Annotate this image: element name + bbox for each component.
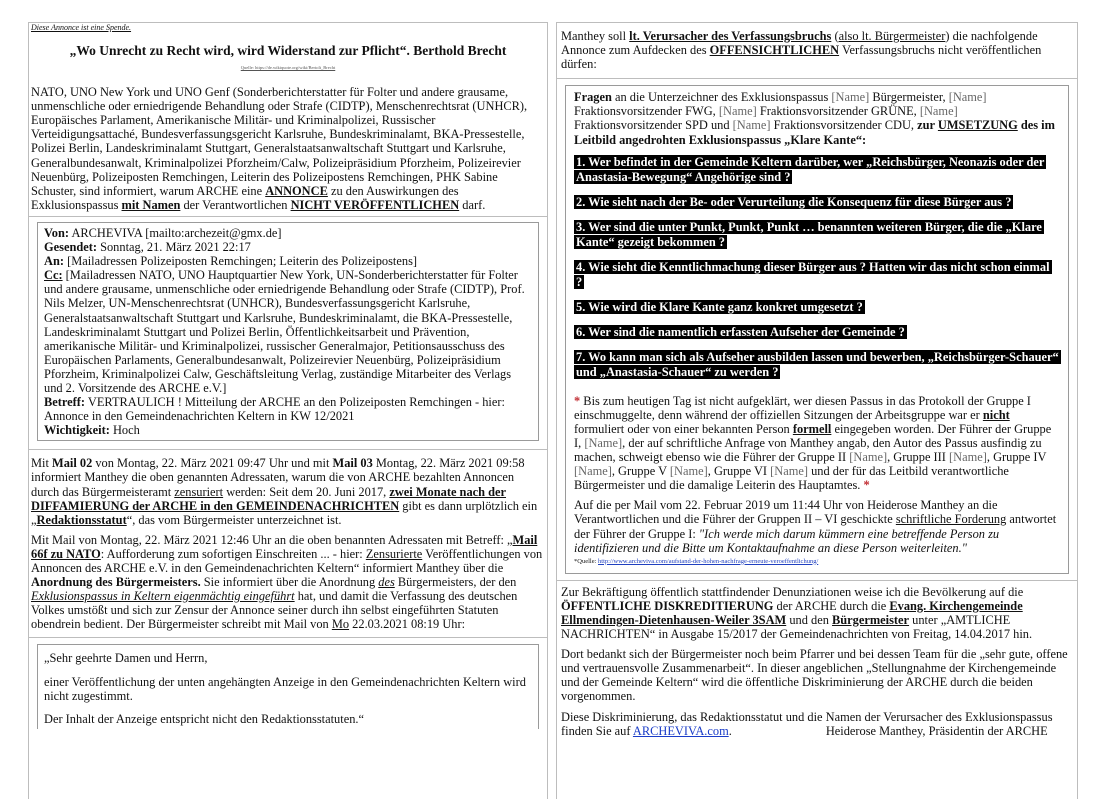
right-column: [556, 22, 1078, 799]
questions-box: [565, 85, 1069, 574]
left-column: [28, 22, 548, 799]
bottom-paragraph-3: Diese Diskriminierung, das Redaktionsstatut und die Namen der Verursacher des Exklusionspassus finden Sie auf ARCHEVIVA.com. Heiderose Manthey, Präsidentin der ARCHE: [561, 709, 1053, 738]
email-header: Von: ARCHEVIVA [mailto:archezeit@gmx.de] Gesendet: Sonntag, 21. März 2021 22:17 An: [Mailadressen Polizeiposten Remchingen; Leiterin des Polizeipostens] Cc: [Mailadressen NATO, UNO Hauptquartier New York, UN-Sonderberichterstatter für Folter und andere grausame, unmenschliche oder erniedrigende Behandlung oder Strafe (CIDTP), Prof. Nils Melzer, UN-Menschenrechtsrat (UNHCR), Bundesverfassungsgericht Karlsruhe, Generalstaatsanwaltschaft Stuttgart und Karlsruhe, Bundeskriminalamt, die BKA-Pressestelle, Landeskriminalamt Stuttgart und Polizei Berlin, Öffentlichkeitsarbeit und Prävention, amerikanische Militär- und Kriminalpolizei, russischer Generalmajor, Petitionsausschuss des Europäischen Parlaments, Generalbundesanwalt, Polizeirevier Neuenbürg, Polizeipräsidium Pforzheim, Kriminalpolizei Calw, Geschäftsleitung Verlag, zuständige Mitarbeiter des Verlags und 2. Vorsitzende des ARCHE e.V.] Betreff: VERTRAULICH ! Mitteilung der ARCHE an den Polizeiposten Remchingen - hier: Annonce in den Gemeindenachrichten Keltern in KW 12/2021 Wichtigkeit: Hoch: [37, 222, 539, 441]
source-line: *Quelle: http://www.archeviva.com/aufstand-der-hohen-nachfrage-erneute-veroeffentlichung/: [574, 557, 819, 565]
question-7: 7. Wo kann man sich als Aufseher ausbilden lassen und bewerben, „Reichsbürger-Schauer“ und „Anastasia-Schauer“ zu werden ?: [576, 349, 1059, 379]
mayor-quote: „Sehr geehrte Damen und Herrn, einer Veröffentlichung der unten angehängten Anzeige in den Gemeindenachrichten Keltern wird nicht zugestimmt. Der Inhalt der Anzeige entspricht nicht den Redaktionsstatuten.“: [37, 644, 539, 728]
mail-66f-paragraph: Mit Mail von Montag, 22. März 2021 12:46 Uhr an die oben benannten Adressaten mit Betreff: „Mail 66f zu NATO: Aufforderung zum sofortigen Einschreiten ... - hier: Zensurierte Veröffentlichungen von Annoncen des ARCHE e.V. in den Gemeindenachrichten Keltern“ informiert Manthey über die Anordnung des Bürgermeisters. Sie informiert über die Anordnung des Bürgermeisters, der den Exklusionspassus in Keltern eigenmächtig eingeführt hat, und damit die Verfassung des deutschen Volkes umstößt und sich zur Zensur der Annonce seiner durch ihn selbst eingeführten Statuten obendrein bedient. Der Bürgermeister schreibt mit Mail von Mo 22.03.2021 08:19 Uhr:: [31, 532, 543, 632]
bottom-paragraph-2: Dort bedankt sich der Bürgermeister noch beim Pfarrer und bei dessen Team für die „sehr gute, offene und vertrauensvolle Zusammenarbeit“. In dieser angeblichen „Stellungnahme der Kirchengemeinde und der Gemeinde Keltern“ wird die öffentliche Diskriminierung der ARCHE durch die beiden vorgenommen.: [561, 647, 1068, 704]
intro-right-paragraph: Manthey soll lt. Verursacher des Verfassungsbruchs (also lt. Bürgermeister) die nachfolgende Annonce zum Aufdecken des OFFENSICHTLICHEN Verfassungsbruchs nicht veröffentlichen dürfen:: [561, 29, 1042, 72]
response-paragraph: Auf die per Mail vom 22. Februar 2019 um 11:44 Uhr von Heiderose Manthey an die Verantwortlichen und die Führer der Gruppen II – VI geschickte schriftliche Forderung antwortet der Führer der Gruppe I: "Ich werde mich darum kümmern eine betreffende Person zu identifizieren und die Bitte um Kontaktaufnahme an diese Person weiterleiten.": [574, 498, 1057, 555]
signature: Heiderose Manthey, Präsidentin der ARCHE: [825, 723, 1048, 738]
source-link[interactable]: http://www.archeviva.com/aufstand-der-hohen-nachfrage-erneute-veroeffentlichung/: [598, 557, 819, 565]
donation-notice: Diese Annonce ist eine Spende.: [31, 23, 132, 32]
question-3: 3. Wer sind die unter Punkt, Punkt, Punkt … benannten weiteren Bürger, die die „Klare Kante“ gezeigt bekommen ?: [576, 219, 1042, 249]
question-4: 4. Wie sieht die Kenntlichmachung dieser Bürger aus ? Hatten wir das nicht schon einmal ?: [576, 259, 1050, 289]
question-2: 2. Wie sieht nach der Be- oder Verurteilung die Konsequenz für diese Bürger aus ?: [576, 194, 1012, 209]
question-6: 6. Wer sind die namentlich erfassten Aufseher der Gemeinde ?: [576, 324, 905, 339]
mail-02-paragraph: Mit Mail 02 von Montag, 22. März 2021 09:47 Uhr und mit Mail 03 Montag, 22. März 2021 09:58 informiert Manthey die oben genannten Adressaten, warum die von ARCHE bezahlten Annoncen durch das Bürgermeisteramt zensuriert werden: Seit dem 20. Juni 2017, zwei Monate nach der DIFFAMIERUNG der ARCHE in den GEMEINDENACHRICHTEN gibt es dann urplötzlich ein „Redaktionsstatut“, das vom Bürgermeister unterzeichnet ist.: [31, 456, 538, 527]
questions-intro: Fragen an die Unterzeichner des Exklusionspassus [Name] Bürgermeister, [Name] Fraktionsvorsitzender FWG, [Name] Fraktionsvorsitzender GRÜNE, [Name] Fraktionsvorsitzender SPD und [Name] Fraktionsvorsitzender CDU, zur UMSETZUNG des im Leitbild angedrohten Exklusionspassus „Klare Kante“:: [574, 90, 1055, 147]
brecht-quote-title: „Wo Unrecht zu Recht wird, wird Widerstand zur Pflicht“. Berthold Brecht: [69, 43, 507, 58]
info-paragraph: * Bis zum heutigen Tag ist nicht aufgeklärt, wer diesen Passus in das Protokoll der Gruppe I einschmuggelte, denn während der offiziellen Sitzungen der Arbeitsgruppe war er nicht formuliert oder von einer bekannten Person formell eingegeben worden. Der Führer der Gruppe I, [Name], der auf schriftliche Anfrage von Manthey angab, den Autor des Passus ausfindig zu machen, schweigt ebenso wie die Führer der Gruppe II [Name], Gruppe III [Name], Gruppe IV [Name], Gruppe V [Name], Gruppe VI [Name] und der für das Leitbild verantwortliche Bürgermeister und die damalige Leiterin des Hauptamtes. *: [574, 393, 1052, 493]
bottom-paragraph-1: Zur Bekräftigung öffentlich stattfindender Denunziationen weise ich die Bevölkerung auf die ÖFFENTLICHE DISKREDITIERUNG der ARCHE durch die Evang. Kirchengemeinde Ellmendingen-Dietenhausen-Weiler 3SAM und den Bürgermeister unter „AMTLICHE NACHRICHTEN“ in Ausgabe 15/2017 der Gemeindenachrichten von Freitag, 14.04.2017 hin.: [561, 584, 1033, 642]
question-1: 1. Wer befindet in der Gemeinde Keltern darüber, wer „Reichsbürger, Neonazis oder der Anastasia-Bewegung“ Angehörige sind ?: [576, 154, 1045, 184]
archeviva-link[interactable]: ARCHEVIVA.com: [632, 723, 729, 738]
quote-source: Quelle: https://de.wikiquote.org/wiki/Bertolt_Brecht: [240, 65, 336, 71]
intro-paragraph: NATO, UNO New York und UNO Genf (Sonderberichterstatter für Folter und andere grausame, unmenschliche oder erniedrigende Behandlung oder Strafe (CIDTP), Menschenrechtsrat (UNHCR), Europäisches Parlament, Amerikanische Militär- und Kriminalpolizei, Russischer Verteidigungsattaché, Bundesverfassungsgericht Karlsruhe, Bundeskriminalamt, BKA-Pressestelle, Polizei Berlin, Landeskriminalamt Stuttgart, Generalstaatsanwaltschaft Stuttgart und Karlsruhe, Generalbundesanwalt, Kriminalpolizei Pforzheim/Calw, Polizeipräsidium Pforzheim, Polizeirevier Neuenbürg, Polizeiposten Remchingen, Leiterin des Polizeipostens Remchingen, PHK Sabine Schuster, sind informiert, warum ARCHE eine ANNONCE zu den Auswirkungen des Exklusionspassus mit Namen der Verantwortlichen NICHT VERÖFFENTLICHEN darf.: [31, 85, 528, 212]
question-5: 5. Wie wird die Klare Kante ganz konkret umgesetzt ?: [576, 299, 863, 314]
